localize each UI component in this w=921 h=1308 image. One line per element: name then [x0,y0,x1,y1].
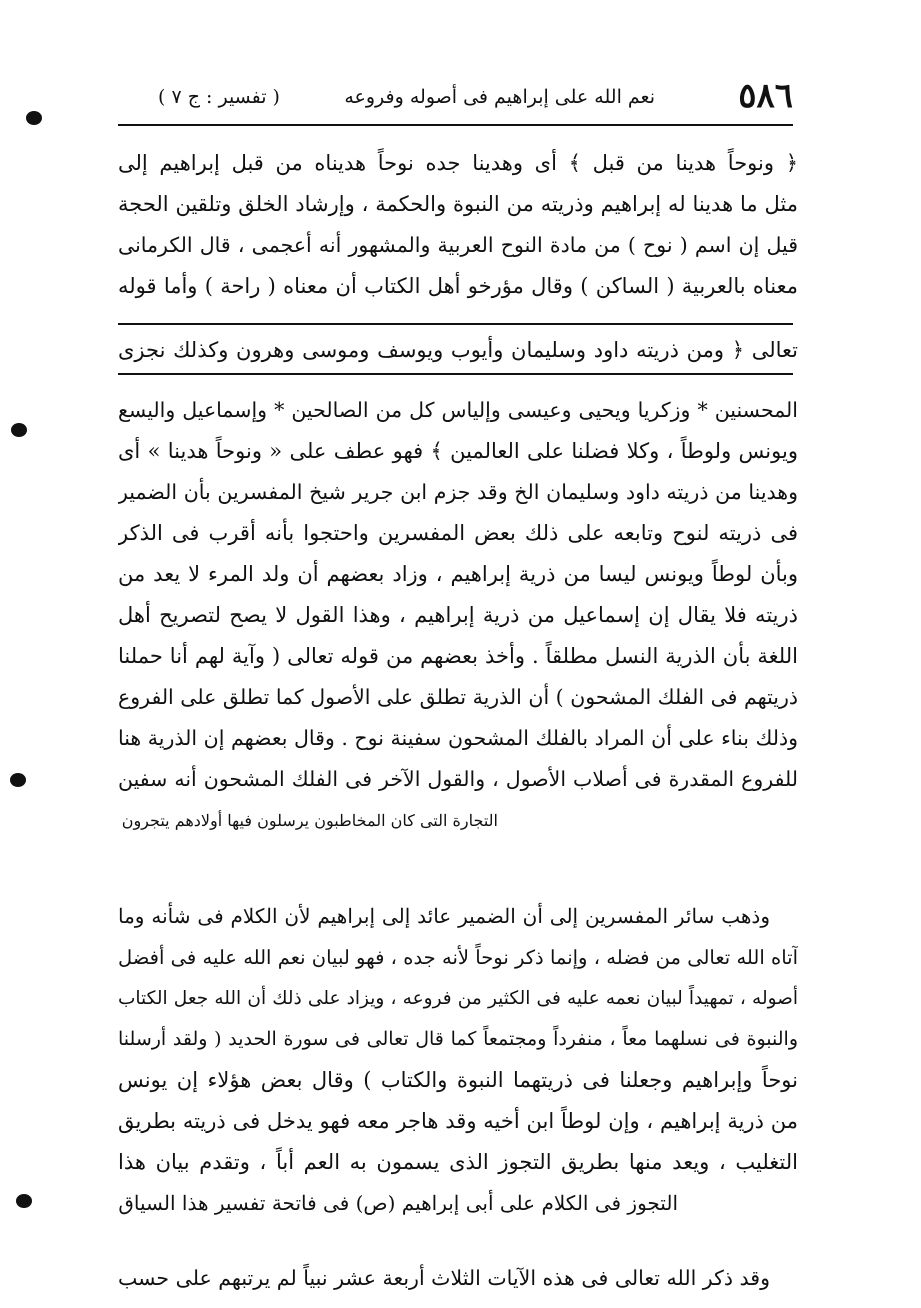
verse-rule-top [118,323,793,325]
text-line: من ذرية إبراهيم ، وإن لوطاً ابن أخيه وقد هاجر معه فهو يدخل فى ذريته بطريق [118,1109,798,1133]
text-line: ذريتهم فى الفلك المشحون ) أن الذرية تطلق على الأصول كما تطلق على الفروع [118,685,798,709]
text-line: التجارة التى كان المخاطبون يرسلون فيها أولادهم يتجرون [121,811,498,830]
text-line: وقد ذكر الله تعالى فى هذه الآيات الثلاث أربعة عشر نبياً لم يرتبهم على حسب [118,1266,770,1290]
text-line: فى ذريته لنوح وتابعه على ذلك بعض المفسرين واحتجوا بأنه أقرب فى الذكر [118,521,798,545]
text-line: نوحاً وإبراهيم وجعلنا فى ذريتهما النبوة والكتاب ) وقال بعض هؤلاء إن يونس [118,1068,798,1092]
paragraph-second-view [118,896,798,1224]
text-line: مثل ما هدينا له إبراهيم وذريته من النبوة والحكمة ، وإرشاد الخلق وتلقين الحجة [118,192,798,216]
volume-label: ( تفسير : ج ٧ ) [158,86,280,108]
verse-line: تعالى ﴿ ومن ذريته داود وسليمان وأيوب ويوسف وموسى وهرون وكذلك نجزى [118,338,798,362]
text-line: ذريته فلا يقال إن إسماعيل من ذرية إبراهيم ، وهذا القول لا يصح لتصريح أهل [118,603,798,627]
text-line: ويونس ولوطاً ، وكلا فضلنا على العالمين ﴾ فهو عطف على « ونوحاً هدينا » أى [118,439,798,463]
text-line: المحسنين * وزكريا ويحيى وعيسى وإلياس كل من الصالحين * وإسماعيل واليسع [118,398,798,422]
punch-hole-mark [26,111,42,125]
page-number: ٥٨٦ [738,76,793,116]
text-line: للفروع المقدرة فى أصلاب الأصول ، والقول الآخر فى الفلك المشحون أنه سفين [118,767,798,791]
verse-quote [118,330,798,371]
text-line: وذهب سائر المفسرين إلى أن الضمير عائد إلى إبراهيم لأن الكلام فى شأنه وما [118,904,770,928]
running-title: نعم الله على إبراهيم فى أصوله وفروعه [344,86,655,108]
text-line: أصوله ، تمهيداً لبيان نعمه عليه فى الكثير من فروعه ، ويزاد على ذلك أن الله جعل الكتاب [118,988,798,1009]
text-line: والنبوة فى نسلهما معاً ، منفرداً ومجتمعاً كما قال تعالى فى سورة الحديد ( ولقد أرسلنا [118,1028,798,1050]
verse-rule-bottom [118,373,793,375]
text-line: معناه بالعربية ( الساكن ) وقال مؤرخو أهل الكتاب أن معناه ( راحة ) وأما قوله [118,274,798,298]
paragraph-commentary [118,390,798,841]
text-line: ﴿ ونوحاً هدينا من قبل ﴾ أى وهدينا جده نوحاً هديناه من قبل إبراهيم إلى [118,151,798,175]
text-line: قيل إن اسم ( نوح ) من مادة النوح العربية والمشهور أنه أعجمى ، قال الكرمانى [118,233,798,257]
punch-hole-mark [16,1194,32,1208]
text-line: التجوز فى الكلام على أبى إبراهيم (ص) فى فاتحة تفسير هذا السياق [118,1191,678,1215]
paragraph-intro [118,143,798,307]
paragraph-closing [118,1258,798,1299]
text-line: التغليب ، ويعد منها بطريق التجوز الذى يسمون به العم أباً ، وتقدم بيان هذا [118,1150,798,1174]
punch-hole-mark [10,773,26,787]
page-header [118,76,793,120]
text-line: اللغة بأن الذرية النسل مطلقاً . وأخذ بعضهم من قوله تعالى ( وآية لهم أنا حملنا [118,644,798,668]
text-line: وذلك بناء على أن المراد بالفلك المشحون سفينة نوح . وقال بعضهم إن الذرية هنا [118,726,798,750]
text-line: وهدينا من ذريته داود وسليمان الخ وقد جزم ابن جرير شيخ المفسرين بأن الضمير [118,480,798,504]
text-line: وبأن لوطاً ويونس ليسا من ذرية إبراهيم ، وزاد بعضهم أن ولد المرء لا يعد من [118,562,798,586]
punch-hole-mark [11,423,27,437]
header-rule [118,124,793,126]
text-line: آتاه الله تعالى من فضله ، وإنما ذكر نوحاً لأنه جده ، فهو لبيان نعم الله عليه فى أفضل [118,946,798,969]
